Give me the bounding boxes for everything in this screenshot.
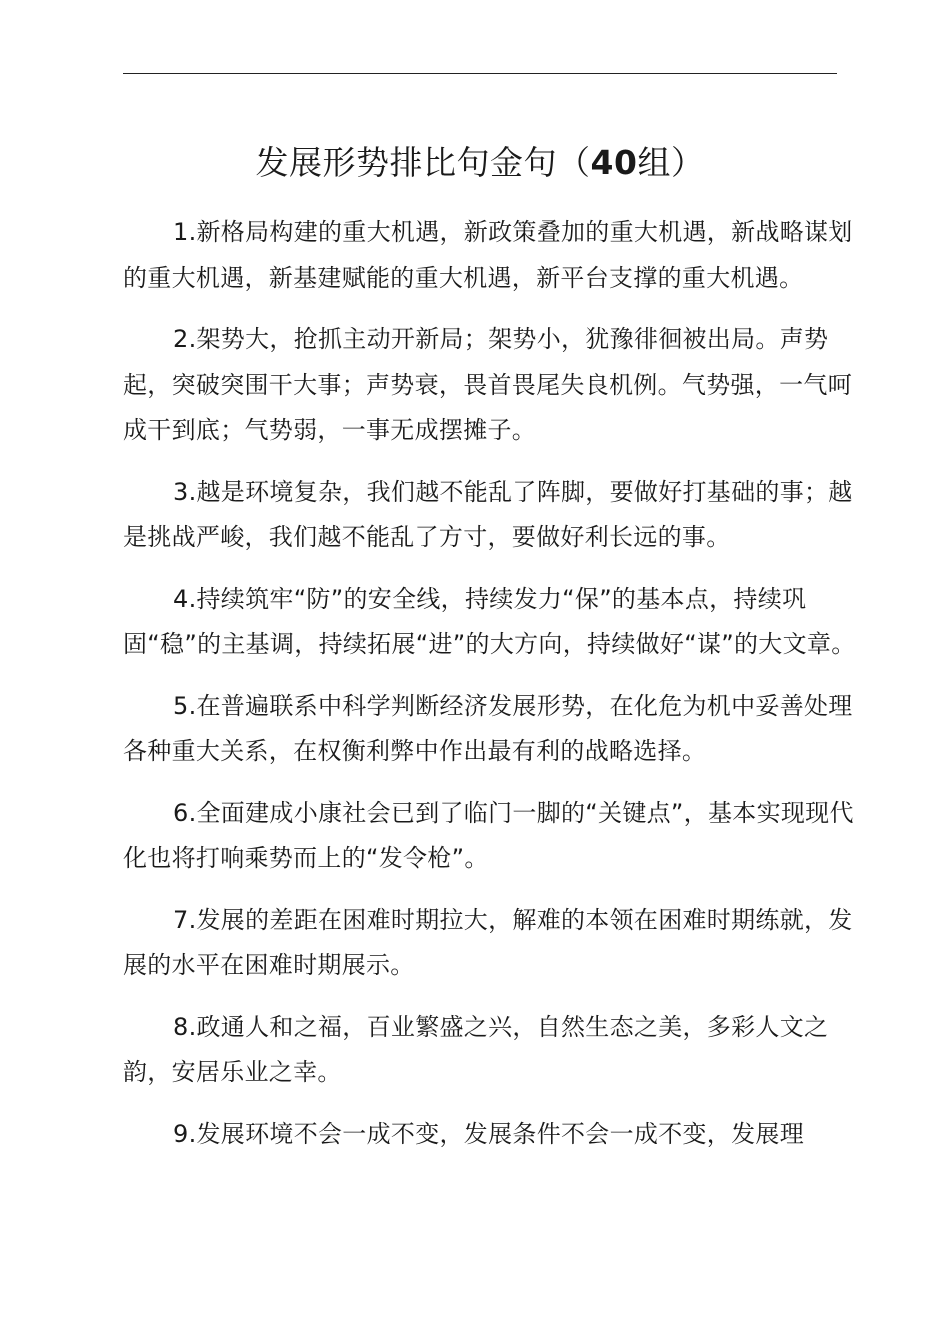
paragraph-2: 2.架势大，抢抓主动开新局；架势小，犹豫徘徊被出局。声势起，突破突围干大事；声势衰，畏首畏尾失良机例。气势强，一气呵成干到底；气势弱，一事无成摆摊子。 — [123, 325, 852, 444]
paragraph-1: 1.新格局构建的重大机遇，新政策叠加的重大机遇，新战略谋划的重大机遇，新基建赋能的重大机遇，新平台支撑的重大机遇。 — [123, 218, 853, 292]
paragraph-3: 3.越是环境复杂，我们越不能乱了阵脚，要做好打基础的事；越是挑战严峻，我们越不能乱了方寸，要做好利长远的事。 — [123, 477, 853, 551]
header-rule — [123, 73, 837, 74]
title-main: 发展形势排比句金句（ — [255, 143, 591, 182]
paragraph-6: 6.全面建成小康社会已到了临门一脚的“关键点”，基本实现现代化也将打响乘势而上的“发令枪”。 — [123, 798, 854, 872]
paragraph-7: 7.发展的差距在困难时期拉大，解难的本领在困难时期练就，发展的水平在困难时期展示。 — [123, 905, 853, 979]
document-body — [123, 210, 863, 1173]
title-number: 40 — [590, 143, 638, 182]
paragraph-5: 5.在普遍联系中科学判断经济发展形势，在化危为机中妥善处理各种重大关系，在权衡利弊中作出最有利的战略选择。 — [123, 691, 853, 765]
paragraph-8: 8.政通人和之福，百业繁盛之兴，自然生态之美，多彩人文之韵，安居乐业之幸。 — [123, 1012, 829, 1086]
title-end: 组） — [637, 143, 705, 182]
document-title — [123, 140, 837, 186]
paragraph-9: 9.发展环境不会一成不变，发展条件不会一成不变，发展理 — [173, 1119, 804, 1148]
paragraph-4: 4.持续筑牢“防”的安全线，持续发力“保”的基本点，持续巩固“稳”的主基调，持续拓展“进”的大方向，持续做好“谋”的大文章。 — [123, 584, 856, 658]
